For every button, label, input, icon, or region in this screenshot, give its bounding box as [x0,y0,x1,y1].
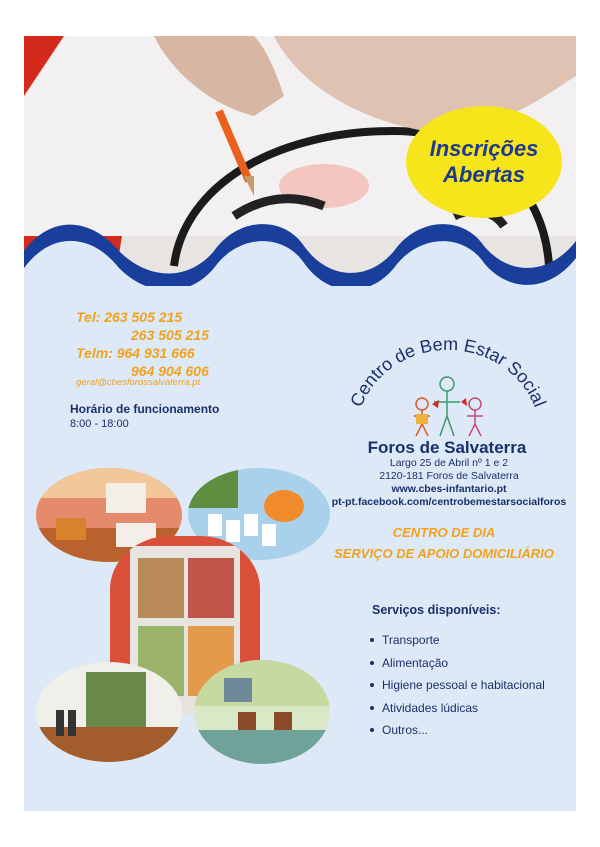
email[interactable]: geral@cbesforossalvaterra.pt [76,377,201,388]
phone-2: 263 505 215 [131,327,209,343]
list-item: Higiene pessoal e habitacional [370,674,545,697]
phone-1: Tel: 263 505 215 [76,309,183,325]
address-line-2: 2120-181 Foros de Salvaterra [379,470,519,482]
bullet-icon [370,728,374,732]
logo-arc-text: Centro de Bem Estar Social [346,333,550,410]
photo-lounge [194,660,330,764]
website-link[interactable]: www.cbes-infantario.pt [391,483,507,495]
poster [24,36,576,811]
contact-phones [76,308,209,380]
list-item: Transporte [370,629,545,652]
services-heading [294,522,576,564]
logo-figures-icon [414,377,483,436]
hours-value: 8:00 - 18:00 [70,418,129,430]
list-item: Alimentação [370,652,545,675]
mobile-1: Telm: 964 931 666 [76,345,195,361]
services-title: Serviços disponíveis: [372,603,501,617]
mobile-2: 964 904 606 [131,363,209,379]
services-heading-line-1: CENTRO DE DIA [392,525,496,540]
logo-name: Foros de Salvaterra [367,438,527,454]
hours-title: Horário de funcionamento [70,402,220,416]
bullet-icon [370,661,374,665]
bullet-icon [370,706,374,710]
address-line-1: Largo 25 de Abril nº 1 e 2 [389,457,509,469]
cbes-logo [334,324,560,454]
address-block [314,457,576,509]
services-list [370,629,545,742]
facebook-link[interactable]: pt-pt.facebook.com/centrobemestarsocialforos [331,496,567,508]
registrations-open-badge [406,106,562,218]
badge-line-1: Inscrições [429,136,539,161]
badge-line-2: Abertas [443,162,525,187]
list-item: Atividades lúdicas [370,697,545,720]
services-heading-line-2: SERVIÇO DE APOIO DOMICILIÁRIO [334,546,554,561]
bullet-icon [370,638,374,642]
photo-corridor [36,662,182,762]
bullet-icon [370,683,374,687]
list-item: Outros... [370,719,545,742]
